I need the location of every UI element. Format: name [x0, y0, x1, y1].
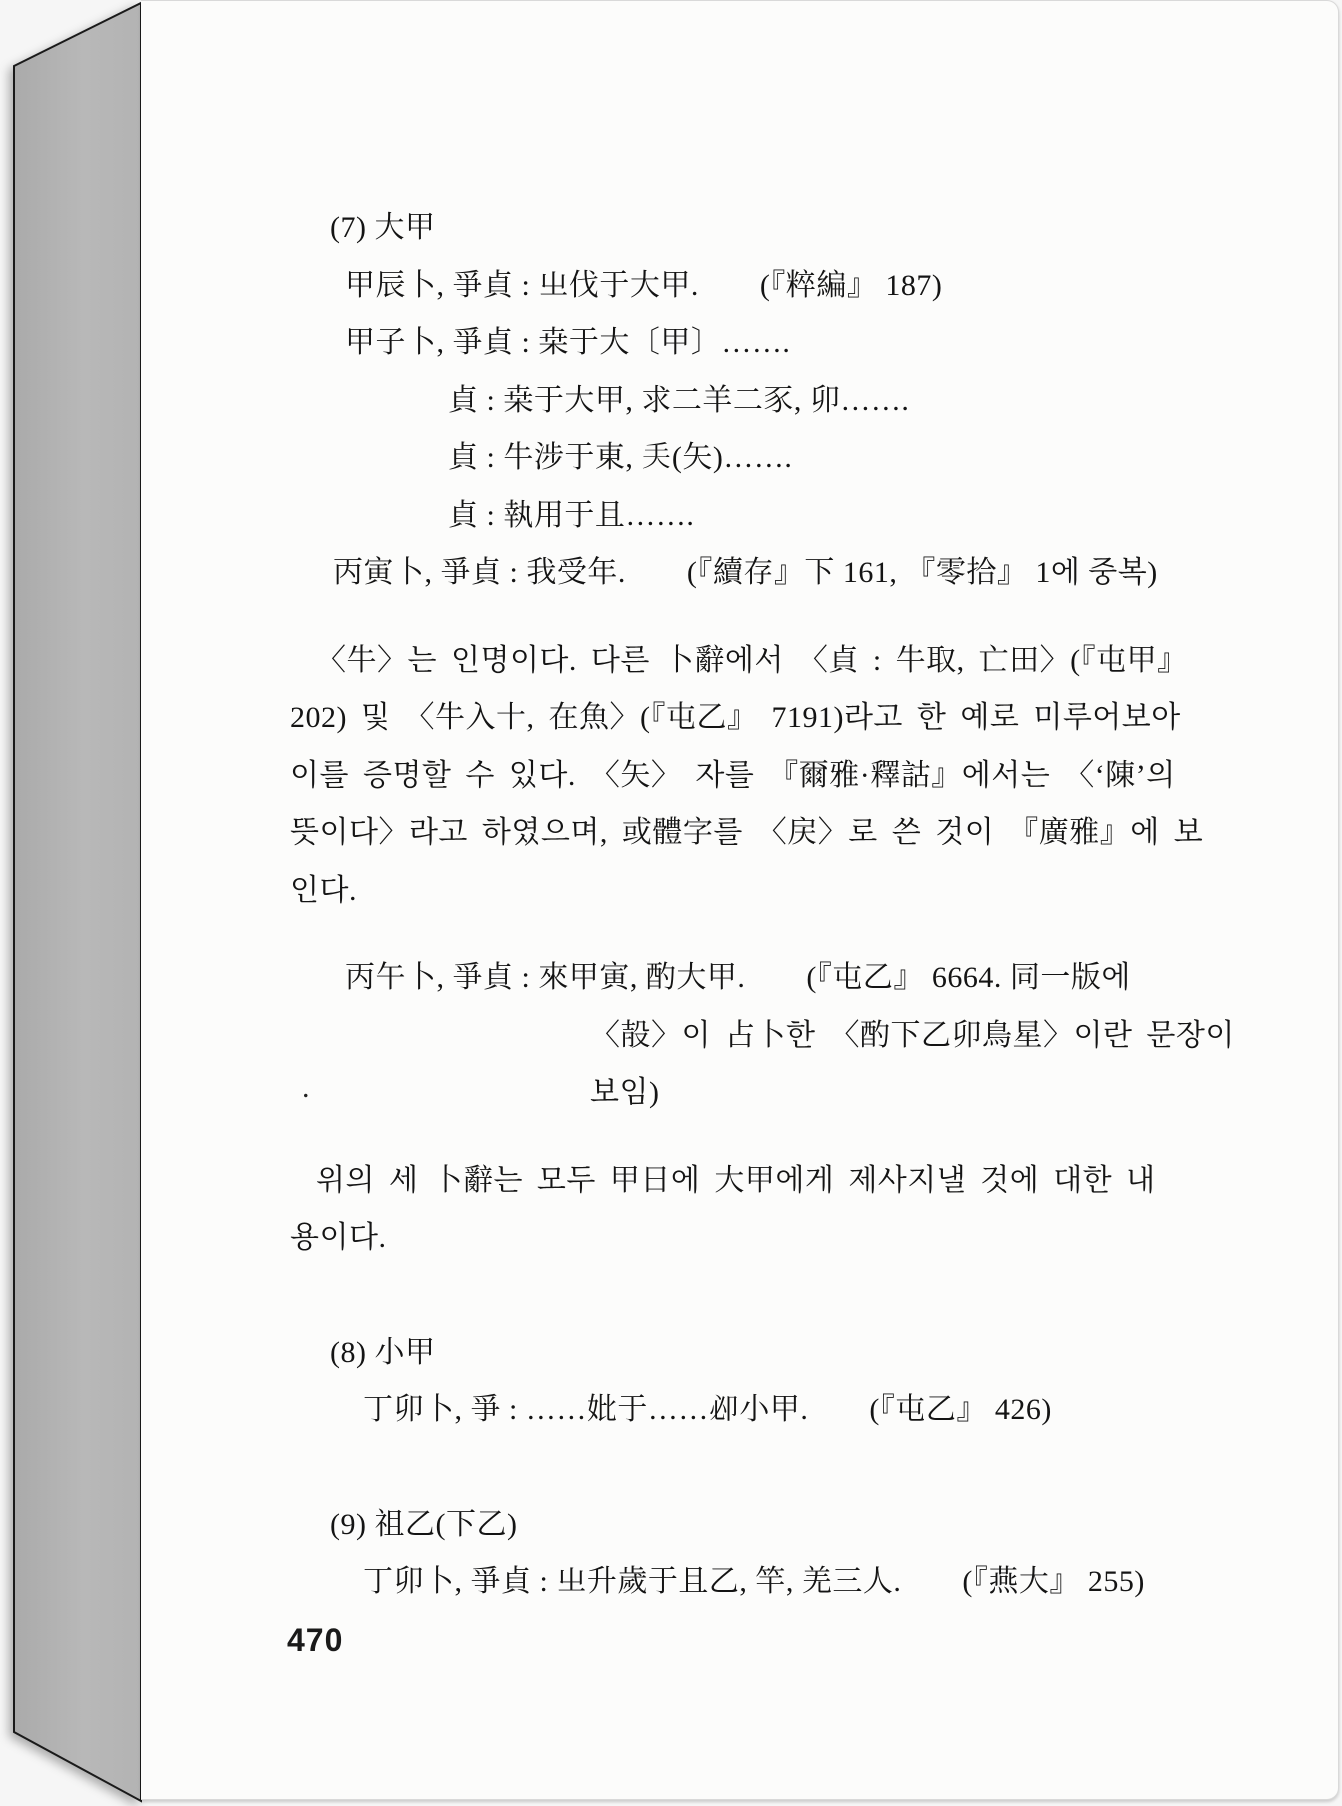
oracle-entry-line: 貞 : 桒于大甲, 求二羊二豕, 卯……. — [448, 383, 910, 417]
page-number: 470 — [287, 1621, 344, 1658]
oracle-entry-line: 丁卯卜, 爭 : ……妣于……𠨘小甲. (『屯乙』 426) — [363, 1393, 1052, 1426]
paragraph-line: 〈牛〉는 인명이다. 다른 卜辭에서 〈貞 : 牛取, 亡田〉(『屯甲』 — [316, 643, 1188, 677]
oracle-entry-line: 丁卯卜, 爭貞 : 㞢升歲于且乙, 竿, 羌三人. (『燕大』 255) — [363, 1565, 1145, 1598]
section-heading: (7) 大甲 — [330, 211, 436, 244]
paragraph-line: 위의 세 卜辭는 모두 甲日에 大甲에게 제사지낼 것에 대한 내 — [316, 1163, 1156, 1197]
oracle-entry-line: 甲辰卜, 爭貞 : 㞢伐于大甲. (『粹編』 187) — [345, 268, 943, 302]
book-spine-edge — [0, 0, 160, 1806]
page-content — [287, 199, 1235, 1669]
oracle-entry-line: 丙午卜, 爭貞 : 來甲寅, 酌大甲. (『屯乙』 6664. 同一版에 — [345, 961, 1131, 994]
scan-artifact-dot: . — [302, 1071, 310, 1104]
paragraph-line: 뜻이다〉라고 하였으며, 或體字를 〈戻〉로 쓴 것이 『廣雅』에 보 — [290, 816, 1204, 849]
oracle-entry-line: 丙寅卜, 爭貞 : 我受年. (『續存』下 161, 『零拾』 1에 중복) — [333, 556, 1158, 589]
oracle-entry-line: 〈㱿〉이 占卜한 〈酌下乙卯鳥星〉이란 문장이 — [590, 1018, 1235, 1052]
paragraph-line: 인다. — [290, 873, 357, 907]
paragraph-line: 202) 및 〈牛入十, 在魚〉(『屯乙』 7191)라고 한 예로 미루어보아 — [290, 701, 1181, 734]
section-heading: (9) 祖乙(下乙) — [330, 1507, 518, 1541]
book-page — [141, 0, 1339, 1800]
paragraph-line: 용이다. — [290, 1221, 387, 1254]
paragraph-line: 이를 증명할 수 있다. 〈矢〉 자를 『爾雅·釋詁』에서는 〈‘陳’의 — [290, 758, 1176, 792]
oracle-entry-line: 貞 : 執用于且……. — [448, 498, 695, 532]
oracle-entry-line: 貞 : 牛涉于東, 𠂕(矢)……. — [448, 441, 793, 474]
section-heading: (8) 小甲 — [330, 1335, 436, 1369]
oracle-entry-line: 보임) — [590, 1076, 660, 1109]
oracle-entry-line: 甲子卜, 爭貞 : 桒于大〔甲〕……. — [345, 326, 791, 359]
